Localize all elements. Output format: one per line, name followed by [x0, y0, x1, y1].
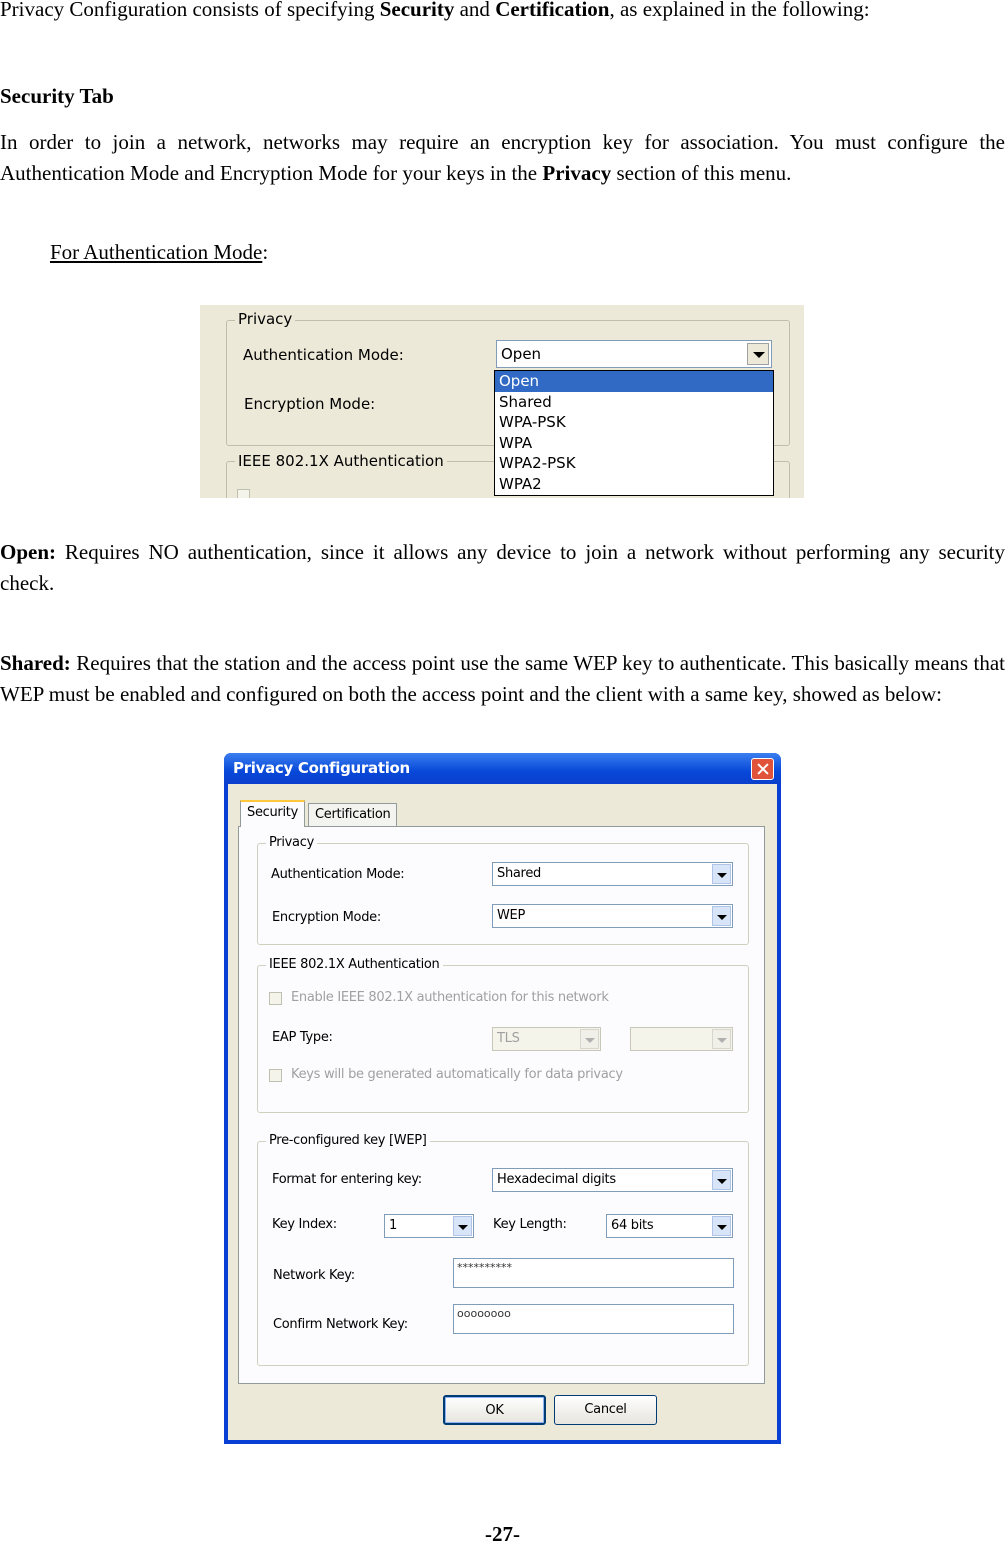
shared-bold: Shared: [0, 651, 71, 675]
enc-mode-label: Encryption Mode: [272, 910, 381, 925]
auth-mode-select[interactable] [492, 862, 733, 886]
eap-type-value: TLS [497, 1031, 520, 1046]
page-number: -27- [485, 1522, 520, 1541]
open-paragraph [0, 537, 1005, 599]
privacy-group-label: Privacy [266, 835, 317, 850]
dialog-titlebar[interactable] [224, 753, 781, 784]
auth-mode-value: Shared [497, 866, 541, 881]
chevron-down-icon[interactable] [712, 1029, 731, 1049]
auth-mode-colon: : [262, 240, 269, 264]
format-value: Hexadecimal digits [497, 1172, 616, 1187]
chevron-down-icon[interactable] [712, 906, 731, 926]
intro-text: Privacy Configuration consists of specifying [0, 0, 380, 21]
confirm-key-value: oooooooo [457, 1307, 511, 1320]
security-text: In order to join a network, networks may require an encryption key for association. You must configure the Authentication Mode and Encryption Mode for your keys in the [0, 130, 1005, 185]
privacy-groupbox [257, 843, 749, 945]
chevron-down-icon[interactable] [712, 864, 731, 884]
ieee-group-label: IEEE 802.1X Authentication [235, 452, 447, 470]
key-length-select[interactable] [606, 1214, 733, 1238]
auth-mode-label: Authentication Mode: [243, 346, 404, 364]
privacy-group-label: Privacy [235, 310, 295, 328]
dialog-title: Privacy Configuration [233, 759, 410, 777]
option-shared[interactable]: Shared [499, 392, 552, 411]
dialog-client-area [228, 784, 777, 1440]
intro-security-bold: Security [379, 0, 455, 21]
key-index-select[interactable] [384, 1214, 474, 1238]
auto-keys-checkbox[interactable] [269, 1069, 282, 1082]
open-text: Requires NO authentication, since it allows any device to join a network without performing any security check. [0, 540, 1005, 595]
key-length-value: 64 bits [611, 1218, 654, 1233]
option-wpa[interactable]: WPA [499, 433, 533, 452]
intro-certification-bold: Certification [495, 0, 610, 21]
option-wpa-psk[interactable]: WPA-PSK [499, 413, 566, 431]
auth-mode-dropdown-list [494, 370, 774, 496]
shared-paragraph [0, 648, 1005, 710]
chevron-down-icon[interactable] [453, 1216, 472, 1236]
enc-mode-select[interactable] [492, 904, 733, 928]
chevron-down-icon[interactable] [712, 1170, 731, 1190]
eap-subtype-select[interactable] [630, 1027, 733, 1051]
auth-mode-subheading-text: For Authentication Mode [50, 240, 263, 264]
security-tab-heading: Security Tab [0, 84, 114, 108]
key-index-label: Key Index: [272, 1217, 337, 1232]
chevron-down-icon[interactable] [747, 343, 769, 365]
tab-security[interactable]: Security [240, 800, 305, 827]
eap-type-select[interactable] [492, 1027, 601, 1051]
auth-mode-value: Open [501, 345, 542, 363]
option-wpa2[interactable]: WPA2 [499, 474, 542, 493]
shared-text: Requires that the station and the access point use the same WEP key to authenticate. This basically means that WEP must be enabled and configured on both the access point and the client with a same key, showed as below: [0, 651, 1005, 706]
ok-button[interactable]: OK [443, 1395, 546, 1425]
network-key-value: ********** [457, 1261, 512, 1274]
network-key-label: Network Key: [273, 1268, 355, 1283]
close-icon[interactable] [751, 758, 774, 780]
eap-type-label: EAP Type: [272, 1030, 333, 1045]
key-index-value: 1 [389, 1218, 397, 1233]
open-bold: Open: [0, 540, 57, 564]
enc-mode-value: WEP [497, 908, 526, 923]
security-text-end: section of this menu. [611, 161, 792, 185]
auth-mode-select[interactable] [496, 340, 772, 368]
chevron-down-icon[interactable] [712, 1216, 731, 1236]
option-wpa2-psk[interactable]: WPA2-PSK [499, 454, 576, 472]
privacy-configuration-dialog [224, 753, 781, 1444]
format-select[interactable] [492, 1168, 733, 1192]
intro-text-mid: and [454, 0, 496, 21]
privacy-bold: Privacy [542, 161, 612, 185]
network-key-input[interactable] [453, 1258, 734, 1288]
cancel-button[interactable]: Cancel [554, 1395, 657, 1425]
confirm-key-label: Confirm Network Key: [273, 1317, 408, 1332]
tab-certification[interactable]: Certification [308, 803, 397, 826]
enable-ieee-checkbox[interactable] [237, 489, 250, 498]
key-length-label: Key Length: [493, 1217, 567, 1232]
option-open[interactable]: Open [495, 371, 773, 392]
auth-mode-label: Authentication Mode: [271, 867, 405, 882]
privacy-dropdown-screenshot [0, 0, 1005, 498]
format-label: Format for entering key: [272, 1172, 422, 1187]
auto-keys-label: Keys will be generated automatically for data privacy [291, 1067, 623, 1082]
intro-text-end: , as explained in the following: [609, 0, 870, 21]
enc-mode-label: Encryption Mode: [244, 395, 376, 413]
confirm-key-input[interactable] [453, 1304, 734, 1334]
enable-ieee-label: Enable IEEE 802.1X authentication for this network [291, 990, 609, 1005]
wep-group-label: Pre-configured key [WEP] [266, 1133, 430, 1148]
security-tab-panel [238, 826, 765, 1384]
enable-ieee-checkbox[interactable] [269, 992, 282, 1005]
ieee-group-label: IEEE 802.1X Authentication [266, 957, 443, 972]
chevron-down-icon[interactable] [580, 1029, 599, 1049]
